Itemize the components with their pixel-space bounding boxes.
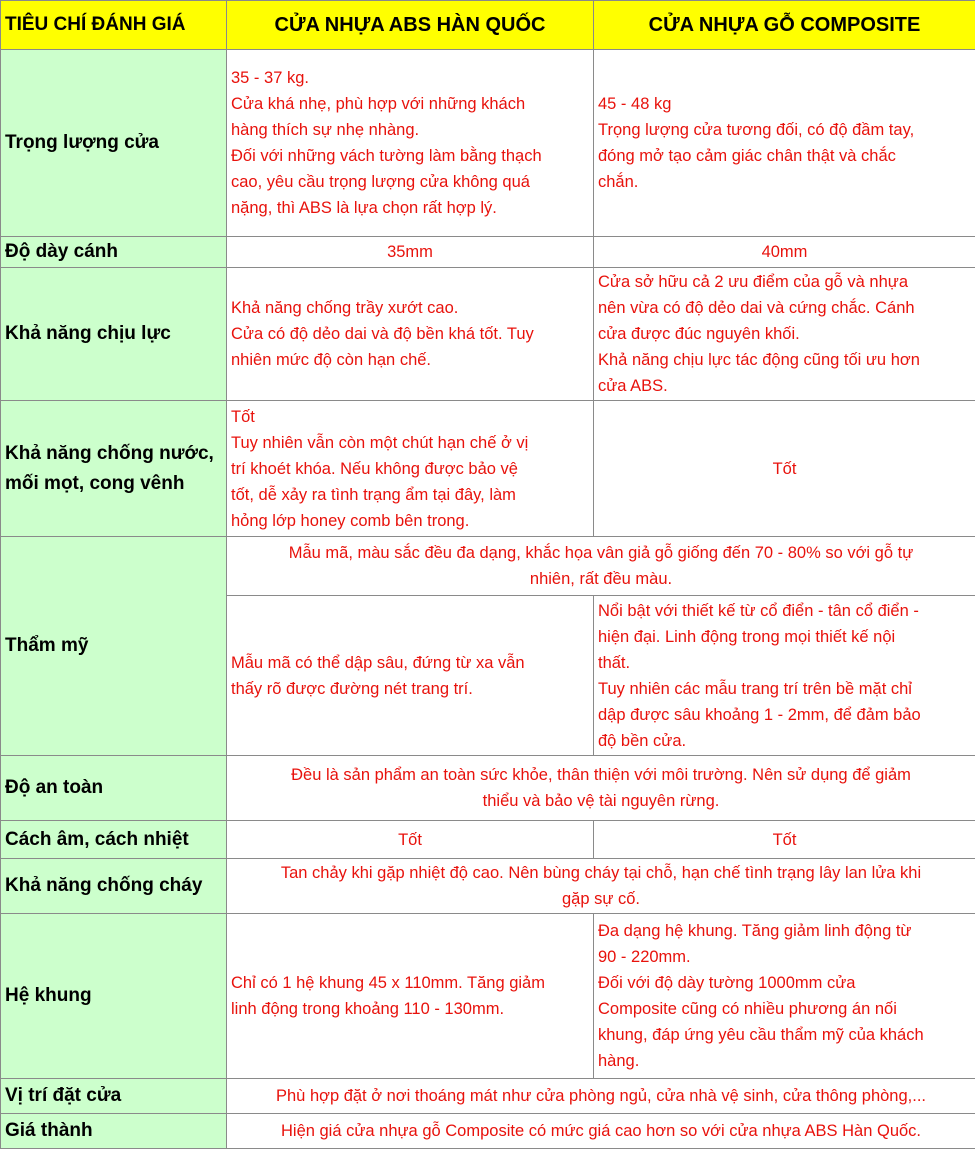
abs-frame-line-2: linh động trong khoảng 110 - 130mm. — [231, 996, 589, 1022]
criteria-frame: Hệ khung — [1, 914, 227, 1079]
composite-strength-line-2: nên vừa có độ dẻo dai và cứng chắc. Cánh — [598, 295, 971, 321]
row-safety — [1, 756, 975, 821]
row-insulation — [1, 821, 975, 859]
row-location — [1, 1079, 975, 1114]
fire-shared-cell — [227, 859, 975, 914]
composite-strength-line-3: cửa được đúc nguyên khối. — [598, 321, 971, 347]
abs-weight-line-3: hàng thích sự nhẹ nhàng. — [231, 117, 589, 143]
header-abs-door: CỬA NHỰA ABS HÀN QUỐC — [227, 1, 594, 50]
criteria-safety: Độ an toàn — [1, 756, 227, 821]
aesthetics-shared-line-1: Mẫu mã, màu sắc đều đa dạng, khắc họa vân giả gỗ giống đến 70 - 80% so với gỗ tự — [231, 540, 971, 566]
composite-strength-line-5: cửa ABS. — [598, 373, 971, 399]
composite-strength-line-1: Cửa sở hữu cả 2 ưu điểm của gỗ và nhựa — [598, 269, 971, 295]
abs-water-line-5: hỏng lớp honey comb bên trong. — [231, 508, 589, 534]
composite-frame-line-1: Đa dạng hệ khung. Tăng giảm linh động từ — [598, 918, 971, 944]
aesthetics-shared-cell — [227, 537, 975, 596]
composite-frame-line-4: Composite cũng có nhiều phương án nối — [598, 996, 971, 1022]
safety-line-2: thiểu và bảo vệ tài nguyên rừng. — [231, 788, 971, 814]
composite-frame-line-2: 90 - 220mm. — [598, 944, 971, 970]
composite-thickness-cell: 40mm — [594, 237, 975, 268]
composite-aesthetics-line-5: dập được sâu khoảng 1 - 2mm, để đảm bảo — [598, 702, 971, 728]
criteria-insulation: Cách âm, cách nhiệt — [1, 821, 227, 859]
composite-frame-line-5: khung, đáp ứng yêu cầu thẩm mỹ của khách — [598, 1022, 971, 1048]
row-weight — [1, 50, 975, 237]
abs-frame-cell — [227, 914, 594, 1079]
row-aesthetics-shared — [1, 537, 975, 596]
abs-weight-line-2: Cửa khá nhẹ, phù hợp với những khách — [231, 91, 589, 117]
row-water-resistance — [1, 401, 975, 537]
abs-weight-line-6: nặng, thì ABS là lựa chọn rất hợp lý. — [231, 195, 589, 221]
criteria-thickness: Độ dày cánh — [1, 237, 227, 268]
composite-aesthetics-line-4: Tuy nhiên các mẫu trang trí trên bề mặt chỉ — [598, 676, 971, 702]
abs-aesthetics-cell — [227, 596, 594, 756]
fire-line-2: gặp sự cố. — [231, 886, 971, 912]
composite-frame-cell — [594, 914, 975, 1079]
composite-water-cell: Tốt — [594, 401, 975, 537]
abs-strength-line-1: Khả năng chống trầy xướt cao. — [231, 295, 589, 321]
header-row — [1, 1, 975, 50]
abs-water-line-2: Tuy nhiên vẫn còn một chút hạn chế ở vị — [231, 430, 589, 456]
criteria-fire-resistance: Khả năng chống cháy — [1, 859, 227, 914]
criteria-weight: Trọng lượng cửa — [1, 50, 227, 237]
composite-weight-line-4: chắn. — [598, 169, 971, 195]
abs-aesthetics-line-1: Mẫu mã có thể dập sâu, đứng từ xa vẫn — [231, 650, 589, 676]
composite-aesthetics-line-1: Nổi bật với thiết kế từ cổ điển - tân cổ điển - — [598, 598, 971, 624]
abs-water-cell — [227, 401, 594, 537]
composite-strength-cell — [594, 268, 975, 401]
criteria-water-resistance — [1, 401, 227, 537]
abs-weight-line-1: 35 - 37 kg. — [231, 65, 589, 91]
criteria-aesthetics: Thẩm mỹ — [1, 537, 227, 756]
abs-weight-line-4: Đối với những vách tường làm bằng thạch — [231, 143, 589, 169]
aesthetics-shared-line-2: nhiên, rất đều màu. — [231, 566, 971, 592]
abs-water-line-3: trí khoét khóa. Nếu không được bảo vệ — [231, 456, 589, 482]
abs-strength-line-3: nhiên mức độ còn hạn chế. — [231, 347, 589, 373]
location-shared-cell: Phù hợp đặt ở nơi thoáng mát như cửa phòng ngủ, cửa nhà vệ sinh, cửa thông phòng,... — [227, 1079, 975, 1114]
composite-aesthetics-line-3: thất. — [598, 650, 971, 676]
composite-frame-line-3: Đối với độ dày tường 1000mm cửa — [598, 970, 971, 996]
abs-aesthetics-line-2: thấy rõ được đường nét trang trí. — [231, 676, 589, 702]
row-thickness — [1, 237, 975, 268]
header-composite-door: CỬA NHỰA GỖ COMPOSITE — [594, 1, 975, 50]
abs-thickness-cell: 35mm — [227, 237, 594, 268]
composite-strength-line-4: Khả năng chịu lực tác động cũng tối ưu hơn — [598, 347, 971, 373]
criteria-price: Giá thành — [1, 1114, 227, 1149]
abs-strength-cell — [227, 268, 594, 401]
composite-weight-line-2: Trọng lượng cửa tương đối, có độ đầm tay, — [598, 117, 971, 143]
abs-frame-line-1: Chỉ có 1 hệ khung 45 x 110mm. Tăng giảm — [231, 970, 589, 996]
safety-line-1: Đều là sản phẩm an toàn sức khỏe, thân thiện với môi trường. Nên sử dụng để giảm — [231, 762, 971, 788]
composite-frame-line-6: hàng. — [598, 1048, 971, 1074]
fire-line-1: Tan chảy khi gặp nhiệt độ cao. Nên bùng cháy tại chỗ, hạn chế tình trạng lây lan lửa khi — [231, 860, 971, 886]
row-price — [1, 1114, 975, 1149]
abs-weight-line-5: cao, yêu cầu trọng lượng cửa không quá — [231, 169, 589, 195]
criteria-location: Vị trí đặt cửa — [1, 1079, 227, 1114]
composite-aesthetics-cell — [594, 596, 975, 756]
composite-aesthetics-line-2: hiện đại. Linh động trong mọi thiết kế nội — [598, 624, 971, 650]
criteria-water-line-1: Khả năng chống nước, — [5, 439, 222, 469]
row-frame — [1, 914, 975, 1079]
composite-weight-cell — [594, 50, 975, 237]
criteria-water-line-2: mối mọt, cong vênh — [5, 469, 222, 499]
composite-insulation-cell: Tốt — [594, 821, 975, 859]
abs-weight-cell — [227, 50, 594, 237]
abs-water-line-1: Tốt — [231, 404, 589, 430]
composite-aesthetics-line-6: độ bền cửa. — [598, 728, 971, 754]
row-fire-resistance — [1, 859, 975, 914]
header-criteria: TIÊU CHÍ ĐÁNH GIÁ — [1, 1, 227, 50]
safety-shared-cell — [227, 756, 975, 821]
price-shared-cell: Hiện giá cửa nhựa gỗ Composite có mức giá cao hơn so với cửa nhựa ABS Hàn Quốc. — [227, 1114, 975, 1149]
abs-strength-line-2: Cửa có độ dẻo dai và độ bền khá tốt. Tuy — [231, 321, 589, 347]
abs-water-line-4: tốt, dễ xảy ra tình trạng ẩm tại đây, làm — [231, 482, 589, 508]
composite-weight-line-3: đóng mở tạo cảm giác chân thật và chắc — [598, 143, 971, 169]
criteria-strength: Khả năng chịu lực — [1, 268, 227, 401]
row-strength — [1, 268, 975, 401]
abs-insulation-cell: Tốt — [227, 821, 594, 859]
composite-weight-line-1: 45 - 48 kg — [598, 91, 971, 117]
